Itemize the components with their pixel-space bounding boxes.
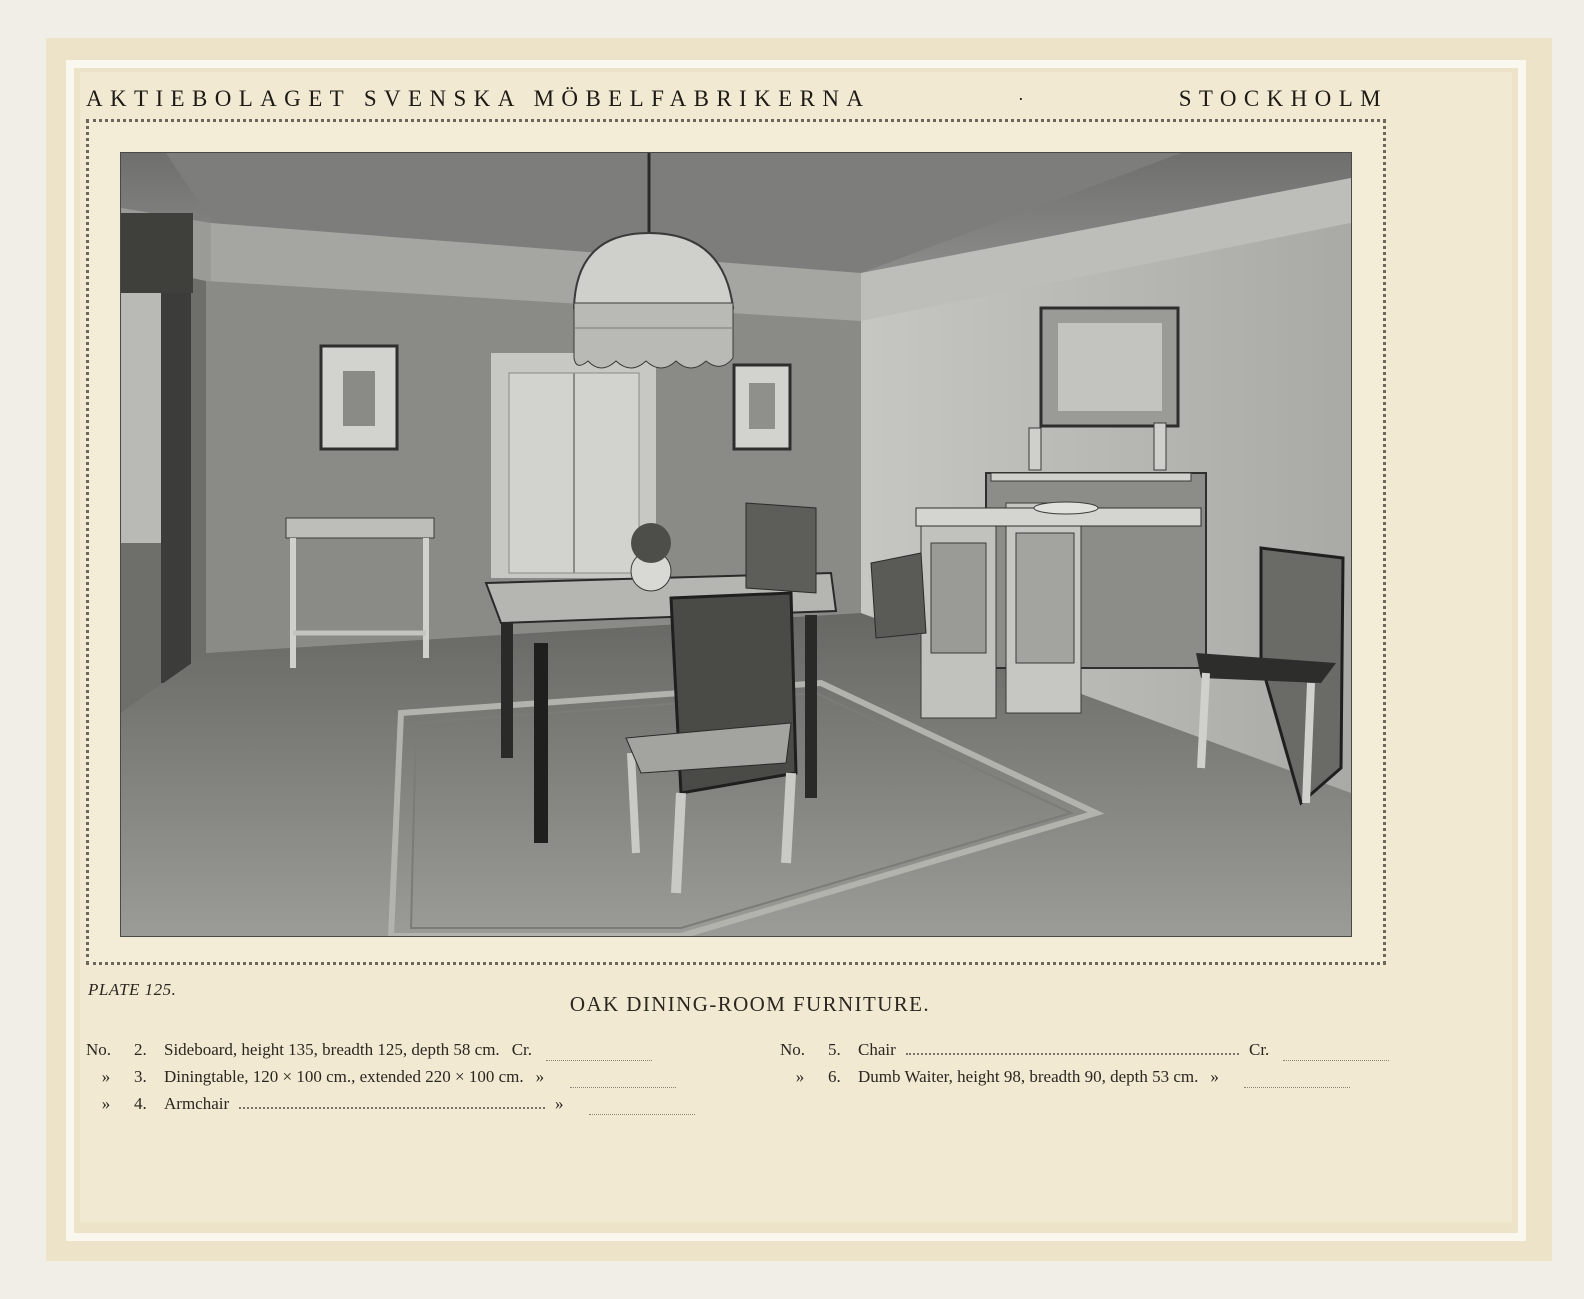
item-prefix: No.: [86, 1040, 112, 1059]
price-blank: [546, 1046, 652, 1061]
item-number: 6.: [828, 1067, 841, 1086]
item-number: 3.: [134, 1067, 147, 1086]
list-item: [86, 1067, 695, 1094]
list-item: [780, 1040, 1389, 1067]
item-description: Chair: [858, 1040, 896, 1059]
list-item: [780, 1067, 1389, 1094]
item-description: Dumb Waiter, height 98, breadth 90, depth 53 cm.: [858, 1067, 1199, 1086]
item-currency: »: [555, 1094, 564, 1113]
price-blank: [589, 1100, 695, 1115]
plate-title: OAK DINING-ROOM FURNITURE.: [569, 992, 931, 1016]
leader-dots: [906, 1053, 1239, 1055]
item-number: 5.: [828, 1040, 841, 1059]
plate-number: PLATE 125.: [88, 980, 177, 999]
plate-frame: [86, 119, 1386, 965]
dining-room-illustration: [121, 153, 1351, 936]
price-list-left: [86, 1040, 695, 1121]
leader-dots: [239, 1107, 545, 1109]
item-currency: Cr.: [1249, 1040, 1270, 1059]
item-description: Sideboard, height 135, breadth 125, depth 58 cm.: [164, 1040, 500, 1059]
price-blank: [1283, 1046, 1389, 1061]
price-blank: [1244, 1073, 1350, 1088]
item-number: 2.: [134, 1040, 147, 1059]
item-number: 4.: [134, 1094, 147, 1113]
item-prefix: No.: [780, 1040, 806, 1059]
item-prefix: »: [795, 1067, 805, 1086]
item-description: Diningtable, 120 × 100 cm., extended 220 × 100 cm.: [164, 1067, 524, 1086]
company-header: [86, 84, 1388, 114]
header-separator: ·: [1017, 88, 1032, 109]
item-prefix: »: [101, 1094, 111, 1113]
company-name: AKTIEBOLAGET SVENSKA MÖBELFABRIKERNA: [86, 86, 871, 111]
item-description: Armchair: [164, 1094, 230, 1113]
price-list-right: [780, 1040, 1389, 1094]
item-currency: »: [1210, 1067, 1219, 1086]
list-item: [86, 1040, 695, 1067]
price-blank: [570, 1073, 676, 1088]
item-currency: Cr.: [511, 1040, 532, 1059]
list-item: [86, 1094, 695, 1121]
item-prefix: »: [101, 1067, 111, 1086]
company-city: STOCKHOLM: [1178, 86, 1388, 111]
item-currency: »: [535, 1067, 545, 1086]
